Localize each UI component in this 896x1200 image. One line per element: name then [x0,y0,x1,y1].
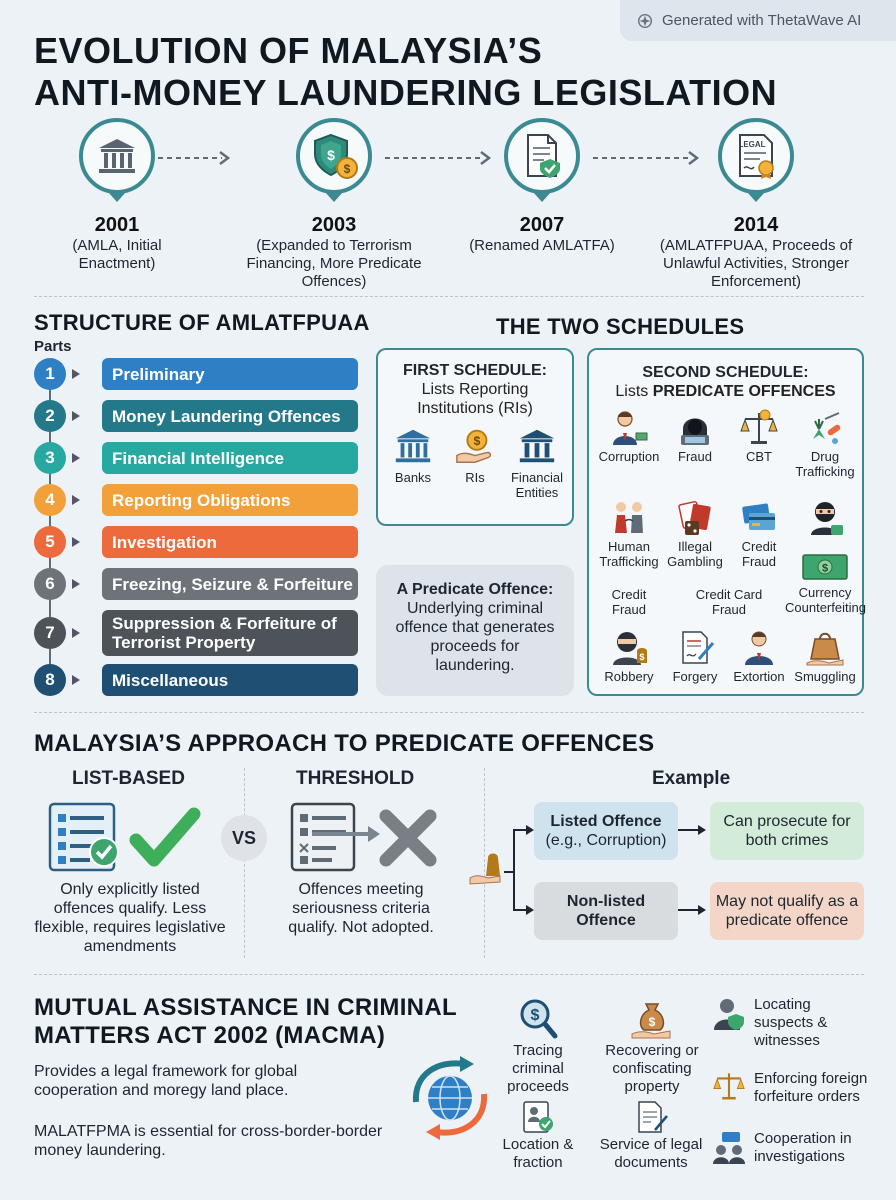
vs-badge: VS [221,815,267,861]
svg-text:$: $ [343,162,351,176]
gambling-icon [675,499,715,537]
macma-item-tracing [500,996,576,1096]
ri-label: Financial Entities [510,470,564,500]
hacker-icon [675,409,715,447]
shield-coin-icon [309,132,359,180]
part-row-7 [34,610,358,656]
macma-item-locating [712,996,864,1050]
parts-label: Parts [34,338,72,355]
macma-item-service [592,1100,710,1172]
drug-icon [805,409,845,447]
title-line-1: EVOLUTION OF MALAYSIA’S [34,30,543,71]
arrow-icon [72,411,80,421]
legislation-timeline [0,118,896,298]
timeline-circle [296,118,372,194]
first-schedule-card [376,348,574,526]
part-row-3 [34,442,358,474]
offence-label: Credit Card Fraud [695,587,763,617]
timeline-year: 2001 [94,214,140,236]
coin-hand-icon [454,426,496,466]
listed-offence-box [534,802,678,860]
macma-item-label: Cooperation in investigations [754,1130,852,1165]
first-schedule-heading: FIRST SCHEDULE: [403,362,547,379]
offence-label: Human Trafficking [599,539,659,569]
timeline-desc: (Renamed AMLATFA) [469,237,615,254]
timeline-item-2007 [432,118,652,255]
timeline-circle [79,118,155,194]
nonlisted-result-box [710,882,864,940]
macma-title: MUTUAL ASSISTANCE IN CRIMINAL MATTERS ACT 2002 (MACMA) [34,994,457,1049]
spark-icon [636,12,654,30]
macma-item-label: Location & fraction [502,1136,574,1171]
banknote-icon [801,551,849,583]
part-number: 3 [34,442,66,474]
macma-item-location [500,1100,576,1172]
ri-label: Banks [394,470,432,485]
credit-card-icon [739,499,779,537]
macma-item-cooperation [712,1130,866,1166]
macma-text-1: Provides a legal framework for global cooperation and moregy land place. [34,1063,298,1099]
nonlisted-offence-text: Non-listed Offence [566,893,646,929]
part-number: 1 [34,358,66,390]
corruption-icon [609,409,649,447]
part-row-5 [34,526,358,558]
listed-offence-title: Listed Offence [550,813,662,830]
timeline-circle [718,118,794,194]
smuggling-icon [805,629,845,667]
legal-document-icon [633,1100,669,1134]
part-label: Reporting Obligations [102,484,358,516]
part-number: 2 [34,400,66,432]
macma-item-recovering [594,996,710,1096]
offence-label: Corruption [598,449,660,464]
part-row-8 [34,664,358,696]
macma-item-label: Tracing criminal proceeds [507,1042,569,1095]
part-label: Investigation [102,526,358,558]
id-document-icon [520,1100,556,1134]
offence-label: Fraud [678,449,712,464]
part-row-6 [34,568,358,600]
extortion-icon [739,629,779,667]
section-divider [34,974,864,975]
part-label: Miscellaneous [102,664,358,696]
timeline-year: 2003 [311,214,357,236]
offence-label: Credit Fraud [741,539,777,569]
part-row-1 [34,358,358,390]
institution-icon [516,426,558,466]
offence-forgery [659,629,731,684]
offence-fraud [659,409,731,464]
nonlisted-result-text: May not qualify as a predicate offence [715,893,859,929]
part-number: 4 [34,484,66,516]
first-schedule-icons [378,426,572,500]
timeline-year: 2007 [519,214,565,236]
nonlisted-offence-box [534,882,678,940]
timeline-circle [504,118,580,194]
document-check-icon [520,132,564,180]
part-number: 7 [34,617,66,649]
schedules-title: THE TWO SCHEDULES [496,314,745,339]
macma-item-label: Recovering or confiscating property [605,1042,699,1095]
timeline-desc: (AMLATFPUAA, Proceeds of Unlawful Activities, Stronger Enforcement) [659,237,853,290]
offence-label: Robbery [604,669,654,684]
bank-icon [392,426,434,466]
macma-item-label: Service of legal documents [599,1136,703,1171]
timeline-arrow [158,148,234,168]
svg-text:$: $ [473,434,481,449]
second-schedule-heading: SECOND SCHEDULE: [642,364,809,381]
part-label: Freezing, Seizure & Forfeiture [102,568,358,600]
ri-label: RIs [465,470,485,485]
offence-label: Forgery [672,669,718,684]
offence-cbt [723,409,795,464]
forgery-icon [675,629,715,667]
sub-bold: PREDICATE OFFENCES [652,383,836,400]
second-schedule-card [587,348,864,696]
listed-offence-sub: (e.g., Corruption) [545,832,667,849]
arrow-icon [72,628,80,638]
arrow-icon [72,537,80,547]
structure-title: STRUCTURE OF AMLATFPUAA [34,310,370,335]
part-row-2 [34,400,358,432]
approach-title: MALAYSIA’S APPROACH TO PREDICATE OFFENCES [34,730,655,757]
money-bag-hand-icon [630,996,674,1040]
list-based-heading: LIST-BASED [72,768,185,789]
timeline-item-2003 [224,118,444,291]
timeline-desc: (AMLA, Initial Enactment) [72,237,162,272]
first-schedule-sub: Lists Reporting Institutions (RIs) [417,381,533,417]
offence-label: Drug Trafficking [795,449,855,479]
person-shield-icon [712,996,746,1032]
macma-item-label: Enforcing foreign forfeiture orders [754,1070,868,1105]
ri-banks [383,426,443,500]
offence-label: Credit Fraud [611,587,647,617]
part-number: 5 [34,526,66,558]
svg-text:LEGAL: LEGAL [738,140,766,149]
threshold-heading: THRESHOLD [296,768,415,789]
macma-text-2: MALATFPMA is essential for cross-border-border money laundering. [34,1123,383,1159]
offence-robbery [593,629,665,684]
part-label: Money Laundering Offences [102,400,358,432]
offence-credit-card-fraud [689,587,769,617]
part-label: Financial Intelligence [102,442,358,474]
part-number: 8 [34,664,66,696]
offence-label: Illegal Gambling [667,539,723,569]
timeline-item-2001 [7,118,227,273]
predicate-heading: A Predicate Offence: [396,581,554,598]
part-row-4 [34,484,358,516]
offence-extortion [723,629,795,684]
section-divider [34,712,864,713]
offence-label: Smuggling [794,669,856,684]
second-schedule-sub [589,382,862,401]
robber-icon [609,629,649,667]
predicate-text: Underlying criminal offence that generates proceeds for laundering. [395,600,555,674]
offence-smuggling [789,629,861,684]
offence-label: CBT [746,449,772,464]
timeline-item-2014 [646,118,866,291]
offence-label: Currency Counterfeiting [785,585,866,615]
title-line-2: ANTI-MONEY LAUNDERING LEGISLATION [34,72,778,113]
predicate-offence-definition [376,565,574,696]
svg-text:$: $ [639,652,645,662]
globe-cycle-icon [402,1052,498,1142]
scales-icon [712,1070,746,1102]
listed-result-text: Can prosecute for both crimes [723,813,851,849]
timeline-year: 2014 [733,214,779,236]
sub-prefix: Lists [615,383,653,400]
svg-text:$: $ [530,1007,540,1024]
example-heading: Example [652,768,731,789]
page-title [34,30,794,114]
bank-icon [95,136,139,176]
ri-financial-entities [507,426,567,500]
macma-item-label: Locating suspects & witnesses [754,996,828,1049]
badge-text: Generated with ThetaWave AI [662,12,862,29]
offence-credit-fraud-2 [593,587,665,617]
offence-drug-trafficking [789,409,861,479]
legal-certificate-icon [734,132,778,180]
arrow-icon [72,369,80,379]
macma-item-enforcing [712,1070,880,1106]
timeline-desc: (Expanded to Terrorism Financing, More Predicate Offences) [246,237,422,290]
checklist-cross-icon [288,800,448,876]
section-divider [34,296,864,297]
scales-icon [739,409,779,447]
svg-text:$: $ [821,562,829,575]
arrow-icon [72,579,80,589]
vertical-divider [244,768,245,958]
offence-grid [589,401,866,701]
people-icon [609,499,649,537]
part-number: 6 [34,568,66,600]
arrow-icon [72,675,80,685]
listed-result-box [710,802,864,860]
offence-illegal-gambling [659,499,731,569]
offence-human-trafficking [593,499,665,569]
part-label: Preliminary [102,358,358,390]
masked-thief-icon [805,499,845,537]
offence-label: Extortion [733,669,785,684]
arrow-icon [72,495,80,505]
threshold-text: Offences meeting seriousness criteria qualify. Not adopted. [288,881,434,936]
offence-masked-thief [789,499,861,539]
offence-currency-counterfeiting [785,551,865,615]
ri-ris [445,426,505,500]
svg-text:$: $ [327,147,335,163]
chat-people-icon [712,1130,746,1164]
offence-corruption [593,409,665,464]
svg-text:$: $ [648,1015,656,1029]
arrow-icon [72,453,80,463]
part-label: Suppression & Forfeiture of Terrorist Property [102,610,358,656]
list-based-text: Only explicitly listed offences qualify. Less flexible, requires legislative amendments [34,881,226,955]
checklist-check-icon [44,800,214,876]
magnifier-coin-icon [517,996,559,1040]
